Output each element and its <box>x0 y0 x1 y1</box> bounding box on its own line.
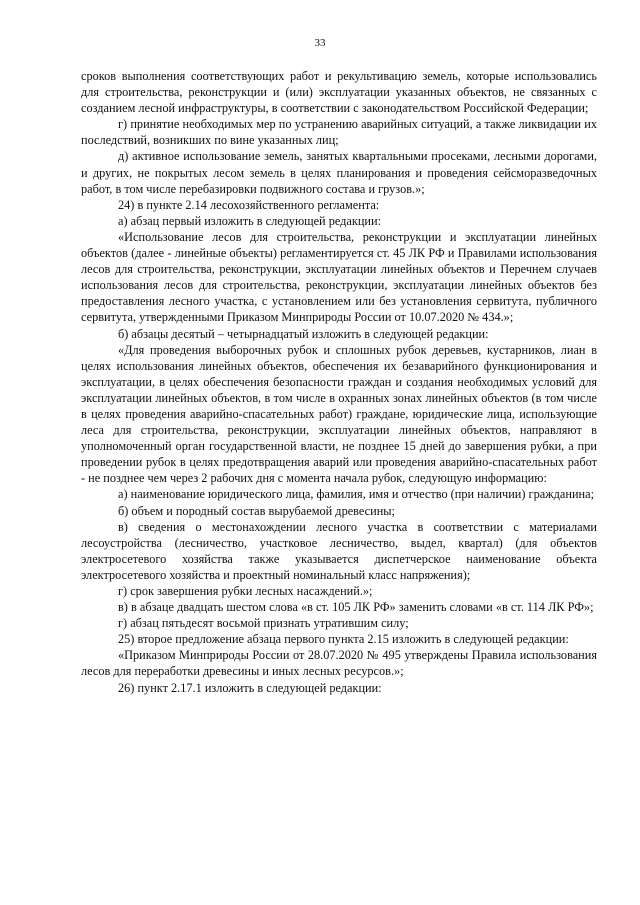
paragraph: в) сведения о местонахождении лесного участка в соответствии с материалами лесоустройства (лесничество, участковое лесничество, выдел, квартал) (для объектов электросетевого хозяйства также указывается диспетчерское наименование объекта электросетевого хозяйства и проектный номинальный класс напряжения); <box>81 519 597 582</box>
paragraph: г) принятие необходимых мер по устранению аварийных ситуаций, а также ликвидации их последствий, возникших по вине указанных лиц; <box>81 117 597 148</box>
paragraph: 24) в пункте 2.14 лесохозяйственного регламента: <box>118 197 380 212</box>
page-number: 33 <box>314 37 326 49</box>
paragraph: б) абзацы десятый – четырнадцатый изложить в следующей редакции: <box>118 326 489 341</box>
paragraph: г) срок завершения рубки лесных насаждений.»; <box>118 584 373 598</box>
paragraph: «Для проведения выборочных рубок и сплошных рубок деревьев, кустарников, лиан в целях использования линейных объектов, обеспечения их безаварийного функционирования и эксплуатации, в целях обеспечения безопасности граждан и создания необходимых условий для эксплуатации линейных объектов, в том числе в охранных зонах линейных объектов (в том числе в целях проведения аварийно-спасательных работ) граждане, юридические лица, использующие леса для строительства, реконструкции, эксплуатации линейных объектов, направляют в уполномоченный орган государственной власти, не позднее 15 дней до завершения рубки, а при проведении рубок в целях предотвращения аварий или проведения аварийно-спасательных работ - не позднее чем через 2 рабочих дня с момента начала рубок, следующую информацию: <box>81 342 597 486</box>
paragraph: 25) второе предложение абзаца первого пункта 2.15 изложить в следующей редакции: <box>118 632 569 647</box>
paragraph: сроков выполнения соответствующих работ и рекультивацию земель, которые использовались для строительства, реконструкции и (или) эксплуатации указанных объектов, не связанных с созданием лесной инфраструктуры, в соответствии с законодательством Российской Федерации; <box>81 69 597 116</box>
paragraph: а) абзац первый изложить в следующей редакции: <box>118 213 382 228</box>
paragraph: «Приказом Минприроды России от 28.07.2020 № 495 утверждены Правила использования лесов для переработки древесины и иных лесных ресурсов.»; <box>81 648 597 679</box>
paragraph: б) объем и породный состав вырубаемой древесины; <box>118 503 395 518</box>
paragraph: в) в абзаце двадцать шестом слова «в ст. 105 ЛК РФ» заменить словами «в ст. 114 ЛК РФ»; <box>118 600 594 615</box>
paragraph: 26) пункт 2.17.1 изложить в следующей редакции: <box>118 680 382 695</box>
paragraph: а) наименование юридического лица, фамилия, имя и отчество (при наличии) гражданина; <box>118 487 595 502</box>
paragraph: «Использование лесов для строительства, реконструкции и эксплуатации линейных объектов (далее - линейные объекты) регламентируется ст. 45 ЛК РФ и Правилами использования лесов для строительства, реконструкции, эксплуатации линейных объектов и Перечнем случаев использования лесов для строительства, реконструкции, эксплуатации линейных объектов без предоставления лесного участка, с установлением или без установления сервитута, публичного сервитута, утвержденными Приказом Минприроды России от 10.07.2020 № 434.»; <box>81 229 597 325</box>
paragraph: д) активное использование земель, занятых квартальными просеками, лесными дорогами, и других, не покрытых лесом земель в целях планирования и проведения сейсморазведочных работ, в том числе перебазировки подвижного состава и грузов.»; <box>81 149 597 196</box>
document-body <box>81 68 597 696</box>
paragraph: г) абзац пятьдесят восьмой признать утратившим силу; <box>118 616 409 631</box>
